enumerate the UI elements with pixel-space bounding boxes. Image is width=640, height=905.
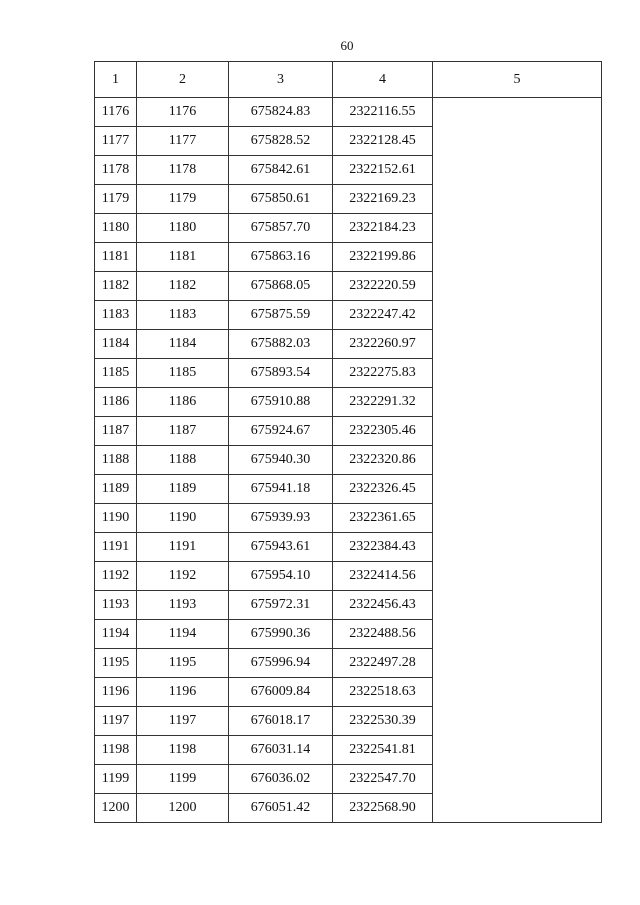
y-coordinate-cell: 2322568.90: [333, 794, 433, 823]
x-coordinate-cell: 675842.61: [229, 156, 333, 185]
table-row: [95, 98, 602, 127]
x-coordinate-cell: 675824.83: [229, 98, 333, 127]
point-number-cell: 1177: [95, 127, 137, 156]
point-id-cell: 1178: [137, 156, 229, 185]
point-number-cell: 1176: [95, 98, 137, 127]
column-5-note-cell: [433, 98, 602, 823]
y-coordinate-cell: 2322152.61: [333, 156, 433, 185]
point-id-cell: 1194: [137, 620, 229, 649]
point-id-cell: 1187: [137, 417, 229, 446]
x-coordinate-cell: 675954.10: [229, 562, 333, 591]
y-coordinate-cell: 2322184.23: [333, 214, 433, 243]
column-header-4: 4: [333, 62, 433, 98]
y-coordinate-cell: 2322530.39: [333, 707, 433, 736]
point-id-cell: 1184: [137, 330, 229, 359]
point-number-cell: 1185: [95, 359, 137, 388]
point-id-cell: 1188: [137, 446, 229, 475]
point-number-cell: 1178: [95, 156, 137, 185]
point-id-cell: 1192: [137, 562, 229, 591]
point-number-cell: 1197: [95, 707, 137, 736]
x-coordinate-cell: 675875.59: [229, 301, 333, 330]
point-number-cell: 1192: [95, 562, 137, 591]
x-coordinate-cell: 675940.30: [229, 446, 333, 475]
x-coordinate-cell: 675990.36: [229, 620, 333, 649]
page-number: 60: [340, 38, 354, 53]
x-coordinate-cell: 675972.31: [229, 591, 333, 620]
point-id-cell: 1176: [137, 98, 229, 127]
y-coordinate-cell: 2322116.55: [333, 98, 433, 127]
point-number-cell: 1200: [95, 794, 137, 823]
point-number-cell: 1196: [95, 678, 137, 707]
y-coordinate-cell: 2322518.63: [333, 678, 433, 707]
column-header-2: 2: [137, 62, 229, 98]
x-coordinate-cell: 675857.70: [229, 214, 333, 243]
x-coordinate-cell: 676009.84: [229, 678, 333, 707]
point-id-cell: 1200: [137, 794, 229, 823]
point-id-cell: 1183: [137, 301, 229, 330]
column-header-5: 5: [433, 62, 602, 98]
x-coordinate-cell: 676051.42: [229, 794, 333, 823]
point-number-cell: 1179: [95, 185, 137, 214]
x-coordinate-cell: 675868.05: [229, 272, 333, 301]
y-coordinate-cell: 2322326.45: [333, 475, 433, 504]
table-header: [95, 62, 602, 98]
y-coordinate-cell: 2322497.28: [333, 649, 433, 678]
x-coordinate-cell: 675882.03: [229, 330, 333, 359]
y-coordinate-cell: 2322414.56: [333, 562, 433, 591]
point-number-cell: 1181: [95, 243, 137, 272]
y-coordinate-cell: 2322260.97: [333, 330, 433, 359]
x-coordinate-cell: 675850.61: [229, 185, 333, 214]
x-coordinate-cell: 675943.61: [229, 533, 333, 562]
y-coordinate-cell: 2322199.86: [333, 243, 433, 272]
point-number-cell: 1187: [95, 417, 137, 446]
x-coordinate-cell: 675924.67: [229, 417, 333, 446]
x-coordinate-cell: 675893.54: [229, 359, 333, 388]
point-number-cell: 1195: [95, 649, 137, 678]
point-number-cell: 1184: [95, 330, 137, 359]
header-row: [95, 62, 602, 98]
x-coordinate-cell: 675939.93: [229, 504, 333, 533]
x-coordinate-cell: 675941.18: [229, 475, 333, 504]
x-coordinate-cell: 675996.94: [229, 649, 333, 678]
point-id-cell: 1190: [137, 504, 229, 533]
y-coordinate-cell: 2322541.81: [333, 736, 433, 765]
x-coordinate-cell: 675910.88: [229, 388, 333, 417]
point-id-cell: 1198: [137, 736, 229, 765]
y-coordinate-cell: 2322456.43: [333, 591, 433, 620]
point-id-cell: 1186: [137, 388, 229, 417]
point-id-cell: 1196: [137, 678, 229, 707]
point-number-cell: 1186: [95, 388, 137, 417]
y-coordinate-cell: 2322547.70: [333, 765, 433, 794]
point-id-cell: 1179: [137, 185, 229, 214]
point-number-cell: 1183: [95, 301, 137, 330]
point-number-cell: 1198: [95, 736, 137, 765]
point-id-cell: 1180: [137, 214, 229, 243]
point-id-cell: 1195: [137, 649, 229, 678]
column-header-1: 1: [95, 62, 137, 98]
point-number-cell: 1180: [95, 214, 137, 243]
point-number-cell: 1190: [95, 504, 137, 533]
coordinates-table: [94, 61, 602, 823]
point-id-cell: 1199: [137, 765, 229, 794]
point-id-cell: 1181: [137, 243, 229, 272]
y-coordinate-cell: 2322291.32: [333, 388, 433, 417]
point-number-cell: 1182: [95, 272, 137, 301]
x-coordinate-cell: 675828.52: [229, 127, 333, 156]
y-coordinate-cell: 2322361.65: [333, 504, 433, 533]
y-coordinate-cell: 2322169.23: [333, 185, 433, 214]
point-id-cell: 1197: [137, 707, 229, 736]
point-number-cell: 1191: [95, 533, 137, 562]
x-coordinate-cell: 675863.16: [229, 243, 333, 272]
x-coordinate-cell: 676031.14: [229, 736, 333, 765]
y-coordinate-cell: 2322220.59: [333, 272, 433, 301]
y-coordinate-cell: 2322488.56: [333, 620, 433, 649]
y-coordinate-cell: 2322247.42: [333, 301, 433, 330]
point-number-cell: 1199: [95, 765, 137, 794]
y-coordinate-cell: 2322305.46: [333, 417, 433, 446]
point-id-cell: 1185: [137, 359, 229, 388]
point-id-cell: 1189: [137, 475, 229, 504]
point-number-cell: 1189: [95, 475, 137, 504]
table-body: [95, 98, 602, 823]
y-coordinate-cell: 2322384.43: [333, 533, 433, 562]
point-number-cell: 1188: [95, 446, 137, 475]
point-id-cell: 1193: [137, 591, 229, 620]
column-header-3: 3: [229, 62, 333, 98]
point-id-cell: 1191: [137, 533, 229, 562]
y-coordinate-cell: 2322275.83: [333, 359, 433, 388]
point-number-cell: 1193: [95, 591, 137, 620]
y-coordinate-cell: 2322320.86: [333, 446, 433, 475]
point-id-cell: 1182: [137, 272, 229, 301]
x-coordinate-cell: 676018.17: [229, 707, 333, 736]
point-id-cell: 1177: [137, 127, 229, 156]
x-coordinate-cell: 676036.02: [229, 765, 333, 794]
y-coordinate-cell: 2322128.45: [333, 127, 433, 156]
point-number-cell: 1194: [95, 620, 137, 649]
